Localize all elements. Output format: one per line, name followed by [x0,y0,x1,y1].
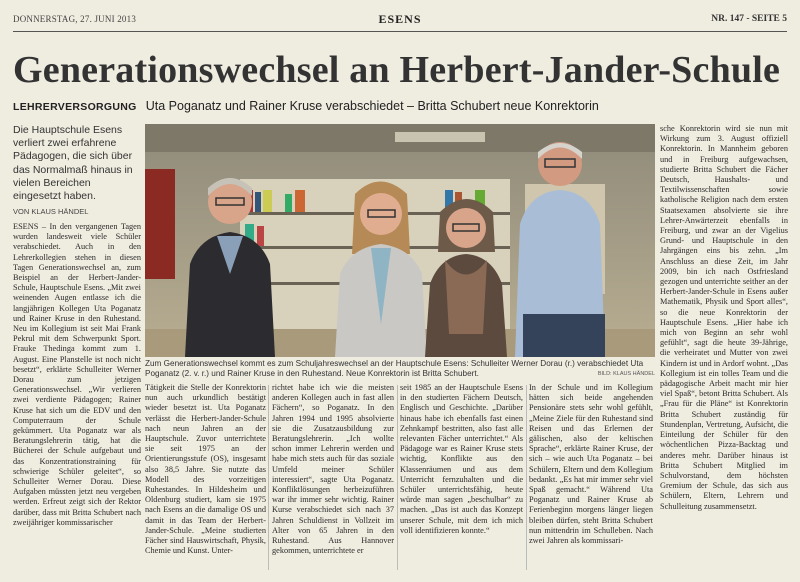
subheadline-row [13,99,599,114]
section-name: ESENS [378,12,422,26]
article-column-3: richtet habe ich wie die meisten anderen Kollegen auch in fast allen Fächern“, so Poganatz. In den Jahren 1994 und 1995 absolvierte sie die Zusatzausbildung zur Beratungslehrerin. „Ich wollte schon immer Lehrerin werden und habe mich stets auch für das soziale Umfeld meiner Schüler interessiert“, sagte Uta Poganatz. Konfliktlösungen herbeizuführen war ihr immer sehr wichtig. Rainer Kurse verabschiedet sich nach 37 Jahren Schuldienst in Vollzeit im Alter von 65 Jahren in den Ruhestand. Aus Hannover gekommen, unterrichtete er [272,383,394,556]
issue-date: DONNERSTAG, 27. JUNI 2013 [13,14,137,24]
article-column-5: In der Schule und im Kollegium hätten sich beide angehenden Pensionäre stets sehr wohl gefühlt, „Meine Ziele für den Ruhestand sind Reisen und das Erlernen der gälischen, also der keltischen Sprache“, erklärte Rainer Kruse, der sich – wie auch Uta Poganatz – bei Schülern, Eltern und dem Kollegium bedankt. „Es hat mir immer sehr viel Spaß gemacht.“ Während Uta Poganatz und Rainer Kruse ab Ferienbeginn morgens länger liegen bleiben dürfen, steht Britta Schubert nun mittendrin im Schulleben. Nach zwei Jahren als kommissari- [529,383,653,546]
article-column-6: sche Konrektorin wird sie nun mit Wirkung zum 3. August offiziell Konrektorin. In Mannheim geboren und in Freiburg aufgewachsen, studierte Britta Schubert die Fächer Deutsch, Haushalts- und Textilwissenschaften sowie katholische Religion nach dem ersten Staatsexamen absolvierte sie ihre Lehrer-Anwärterzeit ebenfalls in Freiburg, und zwar an der Vigelius Grund- und Hauptschule in den Jahrgängen eins bis zehn. „Im Anschluss an diese Zeit, im Jahr 2009, bin ich nach Ostfriesland gezogen und unterrichte seither an der Herbert-Jander-Schule in Esens außer Mathematik, Physik und Sport alles“, so die neue Konrektorin der Hauptschule Esens. „Hier habe ich mich von Beginn an sehr wohl gefühlt“, sagt die heute 39-Jährige, die verheiratet und Mutter von zwei Kindern ist und in Ardorf wohnt. „Das Kollegium ist ein tolles Team und die pädagogische Arbeit macht mir hier viel Spaß“, betont Britta Schubert. Als „Frau für die Pläne“ ist Konrektorin Britta Schubert zuständig für Stundenplan, Vertretung, Aufsicht, die Einteilung der Schüler für den wöchentlichen Pizza-Backtag und anderes mehr. Darüber hinaus ist Britta Schubert Mitglied im Schulvorstand, dem höchsten Gremium der Schule, das sich aus Schülern, Eltern, Lehrern und Schulleitung zusammensetzt. [660,124,788,511]
photo-credit: BILD: KLAUS HÄNDEL [597,371,655,377]
article-column-2: Tätigkeit die Stelle der Konrektorin nun auch urkundlich bestätigt wieder besetzt ist. Uta Poganatz verlässt die Herbert-Jander-Schule nach neun Jahren an der Hauptschule. Zuvor unterrichtete sie seit 1975 an der Orientierungsstufe (OS), insgesamt also 38,5 Jahre. Sie nutzte das Modell des vorzeitigen Ruhestandes. In Hildesheim und Oldenburg studiert, kam sie 1975 nach Esens an die damalige OS und damit in das Team der Herbert-Jander-Schule. „Meine studierten Fächer sind Hauswirtschaft, Physik, Chemie und Kunst. Unter- [145,383,266,556]
lead-paragraph: Die Hauptschule Esens verliert zwei erfahrene Pädagogen, die sich über das Normalmaß hinaus in vielen Bereichen eingesetzt haben. [13,124,133,203]
column-divider [268,385,269,570]
article-column-4: seit 1985 an der Hauptschule Esens in den studierten Fächern Deutsch, Englisch und Geschichte. „Darüber hinaus habe ich ebenfalls fast einen Zehnkampf bestritten, also fast alle relevanten Fächer unterrichtet.“ Als Pädagoge war es Rainer Kruse stets wichtig, Konflikte aus den Klassenräumen und aus dem Unterricht fernzuhalten und die Schüler unterrichtsfähig, heute würde man sagen „beschulbar“ zu machen. „Das ist auch das Konzept unserer Schule, mit dem ich mich voll identifizieren konnte.“ [400,383,523,535]
photo-caption: Zum Generationswechsel kommt es zum Schuljahreswechsel an der Hauptschule Esens: Schulleiter Werner Dorau (r.) verabschiedet Uta Poganatz (2. v. r.) und Rainer Kruse in den Ruhestand. Neue Konrektorin ist Britta Schubert. [145,359,644,378]
kicker: LEHRERVERSORGUNG [13,101,137,113]
page-header [13,12,787,28]
column-divider [397,385,398,570]
header-rule [13,31,787,32]
page-number: NR. 147 - SEITE 5 [711,14,787,24]
column-divider [526,385,527,570]
headline: Generationswechsel an Herbert-Jander-Schule [13,49,781,91]
article-column-1: ESENS – In den vergangenen Tagen wurden landesweit viele Schüler verabschiedet. Auch in den Lehrerkollegien stehen in diesen Tagen Generationswechsel an, zum Beispiel an der Herbert-Jander-Schule, Hauptschule Esens. „Mit zwei weinenden Augen entlasse ich die langjährigen Kollegen Uta Poganatz und Rainer Kruse in den Ruhestand. Neu im Kollegium ist seit Mai Frank Pekrul mit dem Schwerpunkt Sport. Frauke Thedinga kommt zum 1. August. Eine Planstelle ist noch nicht besetzt“, erklärte Schulleiter Werner Dorau zum jetzigen Generationswechsel. „Wir verlieren zwei verdiente Pädagogen; Rainer Kruse hat sich um die EDV und den Computerraum der Schule gekümmert. Uta Poganatz war als Beratungslehrerin tätig, hat die Bücherei der Schule aufgebaut und das Konzentrationstraining für schwierige Schüler geleitet“, so Schulleiter Werner Dorau. Diese Aufgaben müssten jetzt neu vergeben werden. Erfreut zeigt sich der Rektor darüber, dass mit Britta Schubert nach zweijähriger kommissarischer [13,222,141,527]
photo-illustration [145,124,655,357]
author-byline: VON KLAUS HÄNDEL [13,207,89,216]
subheadline: Uta Poganatz und Rainer Kruse verabschiedet – Britta Schubert neue Konrektorin [145,99,599,113]
article-photo [145,124,655,357]
